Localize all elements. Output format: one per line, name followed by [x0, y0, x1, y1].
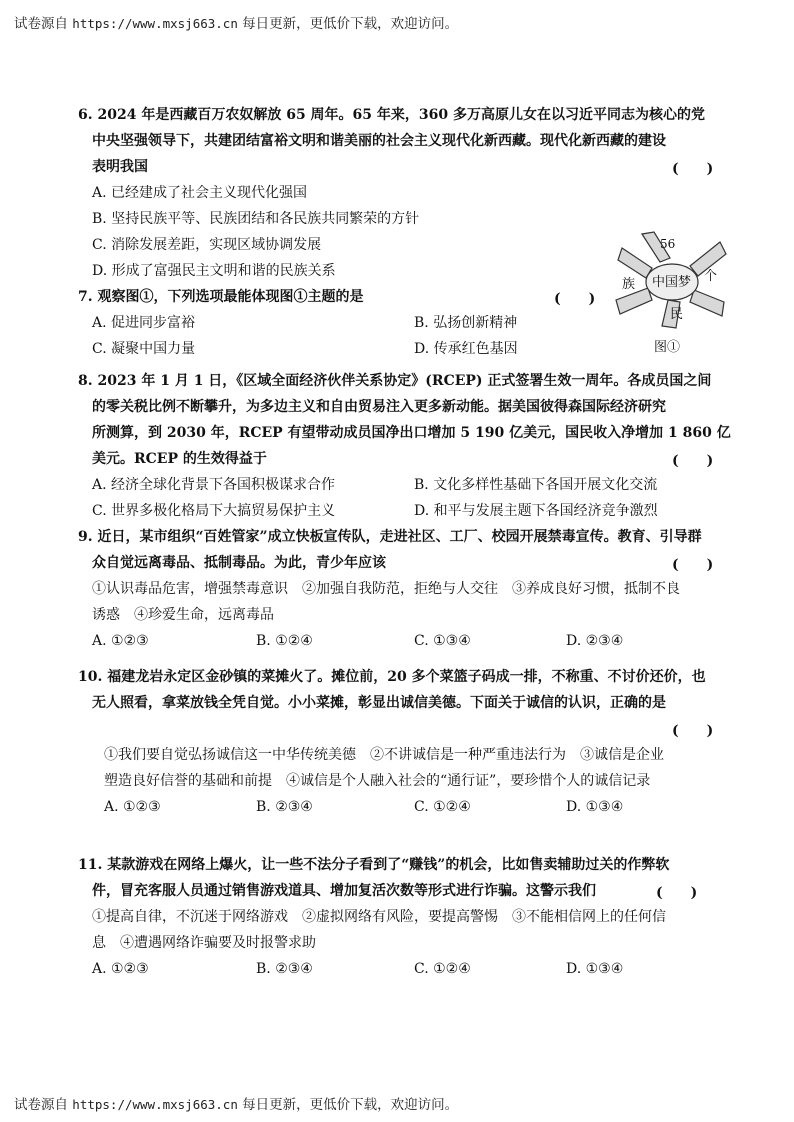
q6-stem-line-2: 中央坚强领导下，共建团结富裕文明和谐美丽的社会主义现代化新西藏。现代化新西藏的建设: [92, 133, 666, 149]
q6-option-c[interactable]: C. 消除发展差距，实现区域协调发展: [92, 237, 322, 253]
q8-stem-line-4: 美元。RCEP 的生效得益于: [92, 451, 267, 467]
banner-prefix: 试卷源自: [14, 1097, 68, 1113]
q8-option-d[interactable]: D. 和平与发展主题下各国经济竞争激烈: [414, 503, 658, 519]
q9-answer-paren[interactable]: ( ): [672, 557, 714, 573]
q9-statements-line-2: 诱惑 ④珍爱生命，远离毒品: [92, 607, 274, 623]
banner-url[interactable]: https://www.mxsj663.cn: [72, 1097, 238, 1112]
q10-option-b[interactable]: B. ②③④: [256, 799, 313, 815]
q6-option-a[interactable]: A. 已经建成了社会主义现代化强国: [92, 185, 308, 201]
q8-option-a[interactable]: A. 经济全球化背景下各国积极谋求合作: [92, 477, 336, 493]
figure-center-text: 中国梦: [652, 275, 692, 290]
q7-option-c[interactable]: C. 凝聚中国力量: [92, 341, 196, 357]
q8-stem-line-2: 的零关税比例不断攀升，为多边主义和自由贸易注入更多新动能。据美国彼得森国际经济研究: [92, 399, 666, 415]
q8-option-c[interactable]: C. 世界多极化格局下大搞贸易保护主义: [92, 503, 336, 519]
q11-option-d[interactable]: D. ①③④: [566, 961, 624, 977]
q11-option-b[interactable]: B. ②③④: [256, 961, 313, 977]
banner-suffix: 每日更新，更低价下载，欢迎访问。: [242, 1097, 459, 1113]
q8-answer-paren[interactable]: ( ): [672, 453, 714, 469]
figure-number-label: 56: [660, 237, 676, 251]
q9-stem-line-1: 9. 近日，某市组织“百姓管家”成立快板宣传队，走进社区、工厂、校园开展禁毒宣传。教育、引导群: [78, 529, 702, 545]
q10-stem-line-2: 无人照看，拿菜放钱全凭自觉。小小菜摊，彰显出诚信美德。下面关于诚信的认识，正确的是: [92, 695, 666, 711]
banner-suffix: 每日更新，更低价下载，欢迎访问。: [242, 16, 459, 32]
q10-option-d[interactable]: D. ①③④: [566, 799, 624, 815]
q10-statements-line-1: ①我们要自觉弘扬诚信这一中华传统美德 ②不讲诚信是一种严重违法行为 ③诚信是企业: [104, 747, 664, 763]
q6-stem-line-1: 6. 2024 年是西藏百万农奴解放 65 周年。65 年来，360 多万高原儿女在以习近平同志为核心的党: [78, 107, 706, 123]
q11-stem-line-1: 11. 某款游戏在网络上爆火，让一些不法分子看到了“赚钱”的机会，比如售卖辅助过关的作弊软: [78, 857, 670, 873]
q7-option-b[interactable]: B. 弘扬创新精神: [414, 315, 518, 331]
figure-right-char: 个: [704, 269, 718, 284]
header-banner: [14, 12, 458, 32]
q9-option-a[interactable]: A. ①②③: [92, 633, 149, 649]
q7-option-a[interactable]: A. 促进同步富裕: [92, 315, 196, 331]
q10-option-a[interactable]: A. ①②③: [104, 799, 161, 815]
figure-caption: 图①: [654, 340, 681, 355]
q8-stem-line-1: 8. 2023 年 1 月 1 日，《区域全面经济伙伴关系协定》(RCEP) 正式签署生效一周年。各成员国之间: [78, 373, 712, 389]
q7-stem: 7. 观察图①，下列选项最能体现图①主题的是: [78, 289, 364, 305]
q7-option-d[interactable]: D. 传承红色基因: [414, 341, 518, 357]
q10-answer-paren[interactable]: ( ): [672, 723, 714, 739]
q6-option-b[interactable]: B. 坚持民族平等、民族团结和各民族共同繁荣的方针: [92, 211, 420, 227]
q6-stem-line-3: 表明我国: [92, 159, 148, 175]
q9-option-d[interactable]: D. ②③④: [566, 633, 624, 649]
banner-prefix: 试卷源自: [14, 16, 68, 32]
q11-statements-line-2: 息 ④遭遇网络诈骗要及时报警求助: [92, 935, 316, 951]
q11-stem-line-2: 件，冒充客服人员通过销售游戏道具、增加复活次数等形式进行诈骗。这警示我们: [92, 883, 596, 899]
q11-statements-line-1: ①提高自律，不沉迷于网络游戏 ②虚拟网络有风险，要提高警惕 ③不能相信网上的任何信: [92, 909, 666, 925]
hands-circle-figure: [612, 230, 730, 330]
q11-option-c[interactable]: C. ①②④: [414, 961, 471, 977]
q7-answer-paren[interactable]: ( ): [554, 291, 596, 307]
q10-statements-line-2: 塑造良好信誉的基础和前提 ④诚信是个人融入社会的“通行证”，要珍惜个人的诚信记录: [104, 773, 651, 789]
q6-answer-paren[interactable]: ( ): [672, 161, 714, 177]
banner-url[interactable]: https://www.mxsj663.cn: [72, 16, 238, 31]
q9-statements-line-1: ①认识毒品危害，增强禁毒意识 ②加强自我防范，拒绝与人交往 ③养成良好习惯，抵制不良: [92, 581, 680, 597]
q6-option-d[interactable]: D. 形成了富强民主文明和谐的民族关系: [92, 263, 336, 279]
q10-option-c[interactable]: C. ①②④: [414, 799, 471, 815]
q9-option-b[interactable]: B. ①②④: [256, 633, 313, 649]
q11-option-a[interactable]: A. ①②③: [92, 961, 149, 977]
figure-left-char: 族: [622, 277, 636, 292]
q9-option-c[interactable]: C. ①③④: [414, 633, 471, 649]
q11-answer-paren[interactable]: ( ): [656, 885, 698, 901]
figure-bottom-char: 民: [670, 307, 684, 322]
q10-stem-line-1: 10. 福建龙岩永定区金砂镇的菜摊火了。摊位前，20 多个菜篮子码成一排，不称重、不讨价还价，也: [78, 669, 706, 685]
footer-banner: [14, 1093, 458, 1113]
q9-stem-line-2: 众自觉远离毒品、抵制毒品。为此，青少年应该: [92, 555, 386, 571]
q8-stem-line-3: 所测算，到 2030 年，RCEP 有望带动成员国净出口增加 5 190 亿美元，国民收入净增加 1 860 亿: [92, 425, 731, 441]
q8-option-b[interactable]: B. 文化多样性基础下各国开展文化交流: [414, 477, 658, 493]
